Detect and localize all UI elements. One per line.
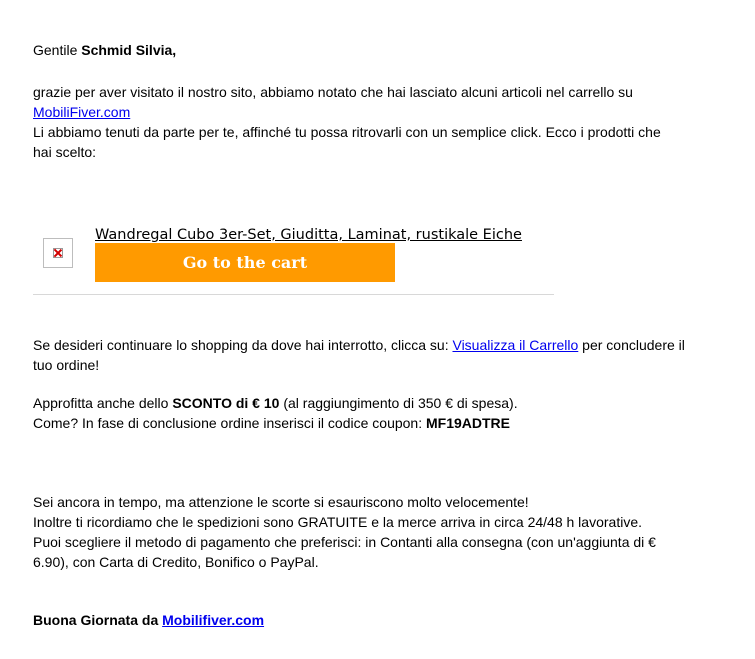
info-line-4: 6.90), con Carta di Credito, Bonifico o PayPal. [33, 554, 319, 570]
product-name-link[interactable]: Wandregal Cubo 3er-Set, Giuditta, Laminat, rustikale Eiche [95, 227, 522, 243]
continue-line-2: tuo ordine! [33, 357, 100, 373]
closing-site-link[interactable]: Mobilifiver.com [162, 612, 265, 628]
coupon-code: MF19ADTRE [426, 415, 511, 431]
intro-line-3: hai scelto: [33, 144, 97, 160]
site-link[interactable]: MobiliFiver.com [33, 104, 131, 120]
view-cart-link[interactable]: Visualizza il Carrello [452, 337, 579, 353]
go-to-cart-button[interactable]: Go to the cart [95, 243, 395, 282]
product-image[interactable] [43, 238, 73, 268]
cart-product-row [33, 226, 554, 295]
closing-line [33, 610, 264, 630]
discount-text-before: Approfitta anche dello [33, 395, 173, 411]
info-line-2: Inoltre ti ricordiamo che le spedizioni sono GRATUITE e la merce arriva in circa 24/48 h lavorative. [33, 514, 642, 530]
continue-text-after: per concludere il [578, 337, 685, 353]
discount-text-after: (al raggiungimento di 350 € di spesa). [279, 395, 518, 411]
greeting-prefix: Gentile [33, 42, 78, 58]
continue-text-before: Se desideri continuare lo shopping da dove hai interrotto, clicca su: [33, 337, 453, 353]
info-line-1: Sei ancora in tempo, ma attenzione le scorte si esauriscono molto velocemente! [33, 494, 529, 510]
customer-name: Schmid Silvia, [81, 42, 177, 58]
discount-line [33, 393, 518, 413]
info-line-3: Puoi scegliere il metodo di pagamento che preferisci: in Contanti alla consegna (con un'aggiunta di € [33, 534, 656, 550]
discount-amount: SCONTO di € 10 [172, 395, 280, 411]
continue-line-1 [33, 335, 685, 355]
intro-line-2: Li abbiamo tenuti da parte per te, affinché tu possa ritrovarli con un semplice click. Ecco i prodotti che [33, 124, 661, 140]
intro-line-1: grazie per aver visitato il nostro sito, abbiamo notato che hai lasciato alcuni articoli nel carrello su [33, 84, 633, 100]
closing-text: Buona Giornata da [33, 612, 163, 628]
broken-image-icon [53, 248, 63, 258]
coupon-text: Come? In fase di conclusione ordine inserisci il codice coupon: [33, 415, 426, 431]
coupon-line [33, 413, 510, 433]
greeting [33, 40, 176, 60]
